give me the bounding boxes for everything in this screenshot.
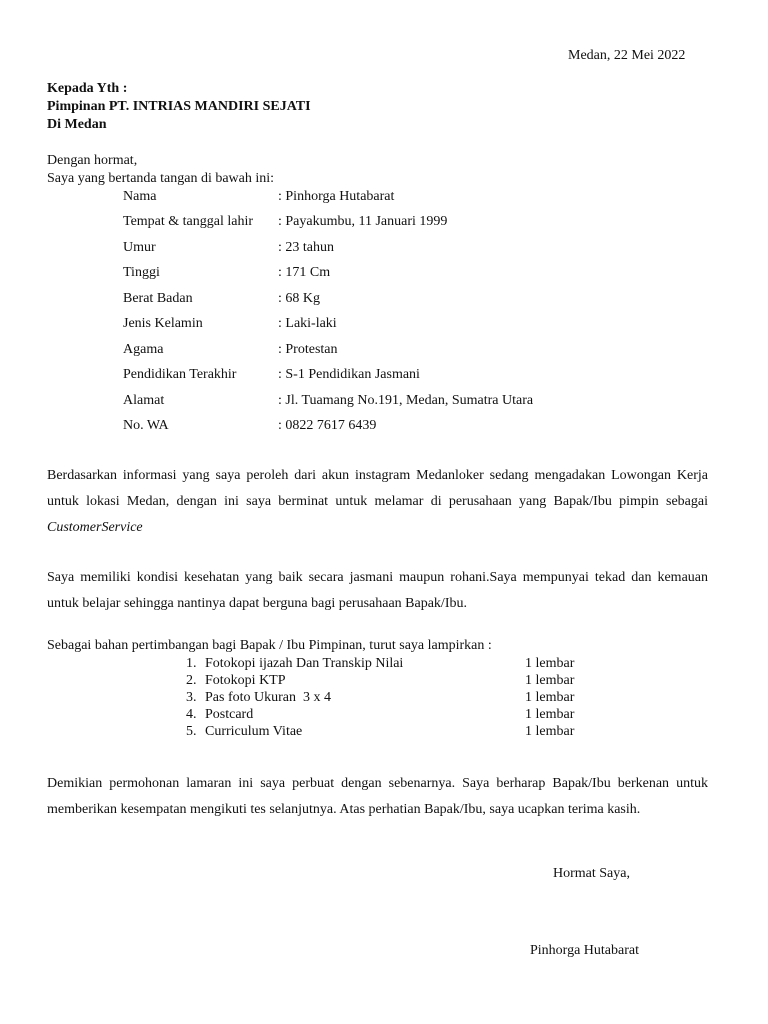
attachment-name: Postcard: [205, 707, 254, 722]
detail-label: Nama: [123, 189, 157, 204]
attachment-number: 3.: [186, 690, 197, 705]
detail-row: [0, 291, 768, 311]
detail-row: [0, 393, 768, 413]
attachment-number: 5.: [186, 724, 197, 739]
detail-row: [0, 240, 768, 260]
attachment-item: [0, 689, 768, 706]
attachment-quantity: 1 lembar: [525, 656, 575, 671]
detail-value: : Payakumbu, 11 Januari 1999: [278, 214, 448, 229]
detail-value: : Protestan: [278, 342, 338, 357]
attachment-item: [0, 655, 768, 672]
sign-off: Hormat Saya,: [553, 866, 630, 881]
detail-value: : Pinhorga Hutabarat: [278, 189, 395, 204]
detail-value: : S-1 Pendidikan Jasmani: [278, 367, 420, 382]
attachment-item: [0, 672, 768, 689]
detail-value: : 68 Kg: [278, 291, 320, 306]
detail-value: : Jl. Tuamang No.191, Medan, Sumatra Utara: [278, 393, 534, 408]
attachment-quantity: 1 lembar: [525, 690, 575, 705]
attachment-number: 4.: [186, 707, 197, 722]
attachment-name: Fotokopi ijazah Dan Transkip Nilai: [205, 656, 404, 671]
detail-row: [0, 214, 768, 234]
attachment-quantity: 1 lembar: [525, 724, 575, 739]
detail-label: Jenis Kelamin: [123, 316, 203, 331]
paragraph-closing: Demikian permohonan lamaran ini saya perbuat dengan sebenarnya. Saya berharap Bapak/Ibu berkenan untuk memberikan kesempatan mengikuti tes selanjutnya. Atas perhatian Bapak/Ibu, saya ucapkan terima kasih.: [47, 776, 708, 817]
place-date: Medan, 22 Mei 2022: [568, 48, 686, 63]
attachments-intro: Sebagai bahan pertimbangan bagi Bapak / Ibu Pimpinan, turut saya lampirkan :: [47, 638, 492, 653]
detail-value: : 0822 7617 6439: [278, 418, 377, 433]
recipient-line-3: Di Medan: [47, 117, 107, 132]
recipient-line-1: Kepada Yth :: [47, 81, 128, 96]
detail-label: Tempat & tanggal lahir: [123, 214, 254, 229]
detail-label: Umur: [123, 240, 156, 255]
attachment-quantity: 1 lembar: [525, 707, 575, 722]
detail-row: [0, 342, 768, 362]
attachment-name: Fotokopi KTP: [205, 673, 286, 688]
detail-row: [0, 189, 768, 209]
detail-row: [0, 367, 768, 387]
attachment-number: 2.: [186, 673, 197, 688]
attachment-item: [0, 706, 768, 723]
position-name: CustomerService: [47, 520, 143, 535]
attachment-name: Pas foto Ukuran 3 x 4: [205, 690, 331, 705]
attachment-number: 1.: [186, 656, 197, 671]
detail-value: : 171 Cm: [278, 265, 331, 280]
detail-label: Tinggi: [123, 265, 160, 280]
detail-value: : 23 tahun: [278, 240, 334, 255]
detail-label: Pendidikan Terakhir: [123, 367, 237, 382]
paragraph-application-text: Berdasarkan informasi yang saya peroleh dari akun instagram Medanloker sedang mengadakan Lowongan Kerja untuk lokasi Medan, dengan ini saya berminat untuk melamar di perusahaan yang Bapak/Ibu pimpin sebagai: [47, 468, 708, 509]
detail-label: Berat Badan: [123, 291, 193, 306]
detail-label: Agama: [123, 342, 164, 357]
recipient-line-2: Pimpinan PT. INTRIAS MANDIRI SEJATI: [47, 99, 311, 114]
detail-label: Alamat: [123, 393, 165, 408]
attachment-name: Curriculum Vitae: [205, 724, 303, 739]
signer-name: Pinhorga Hutabarat: [530, 943, 639, 958]
detail-row: [0, 265, 768, 285]
detail-value: : Laki-laki: [278, 316, 337, 331]
detail-row: [0, 316, 768, 336]
detail-label: No. WA: [123, 418, 169, 433]
attachment-quantity: 1 lembar: [525, 673, 575, 688]
paragraph-health: Saya memiliki kondisi kesehatan yang baik secara jasmani maupun rohani.Saya mempunyai tekad dan kemauan untuk belajar sehingga nantinya dapat berguna bagi perusahaan Bapak/Ibu.: [47, 570, 708, 611]
greeting: Dengan hormat,: [47, 153, 138, 168]
detail-row: [0, 418, 768, 438]
paragraph-application: [47, 463, 708, 541]
attachment-item: [0, 723, 768, 740]
intro-line: Saya yang bertanda tangan di bawah ini:: [47, 171, 275, 186]
